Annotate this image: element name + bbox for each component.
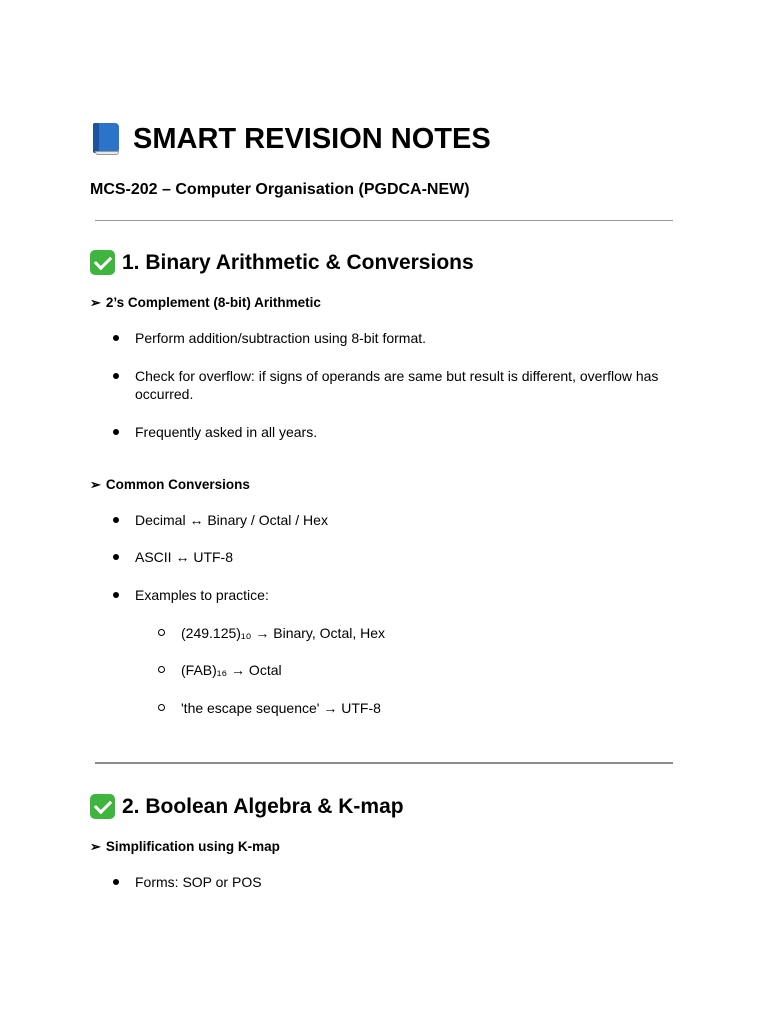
list-item: Decimal ↔ Binary / Octal / Hex (135, 511, 675, 529)
document-title (90, 122, 491, 156)
list-item: Perform addition/subtraction using 8-bit format. (135, 329, 675, 347)
list-item: Frequently asked in all years. (135, 423, 675, 441)
list-item: Check for overflow: if signs of operands are same but result is different, overflow has occurred. (135, 367, 675, 403)
book-icon (90, 122, 120, 156)
sub-list-item: 'the escape sequence' → UTF-8 (181, 699, 661, 717)
divider (95, 220, 673, 221)
document-subtitle: MCS-202 – Computer Organisation (PGDCA-NEW) (90, 181, 470, 198)
check-icon (90, 250, 115, 275)
document-title-text: SMART REVISION NOTES (133, 122, 491, 155)
divider (95, 762, 673, 764)
sub-list-item: (FAB)₁₆ → Octal (181, 661, 661, 679)
arrowhead-icon: ➢ (90, 477, 101, 492)
section-heading-text: 2. Boolean Algebra & K-map (122, 794, 404, 818)
section-heading-2 (90, 794, 404, 819)
check-icon (90, 794, 115, 819)
list-item: Examples to practice: (135, 586, 675, 604)
subsection-heading: ➢ Common Conversions (90, 477, 250, 492)
section-heading-text: 1. Binary Arithmetic & Conversions (122, 250, 474, 274)
subsection-heading: ➢ 2’s Complement (8-bit) Arithmetic (90, 295, 321, 310)
arrowhead-icon: ➢ (90, 839, 101, 854)
list-item: Forms: SOP or POS (135, 873, 675, 891)
list-item: ASCII ↔ UTF-8 (135, 548, 675, 566)
sub-list-item: (249.125)₁₀ → Binary, Octal, Hex (181, 624, 661, 642)
subsection-heading: ➢ Simplification using K-map (90, 839, 280, 854)
section-heading-1 (90, 250, 474, 275)
arrowhead-icon: ➢ (90, 295, 101, 310)
